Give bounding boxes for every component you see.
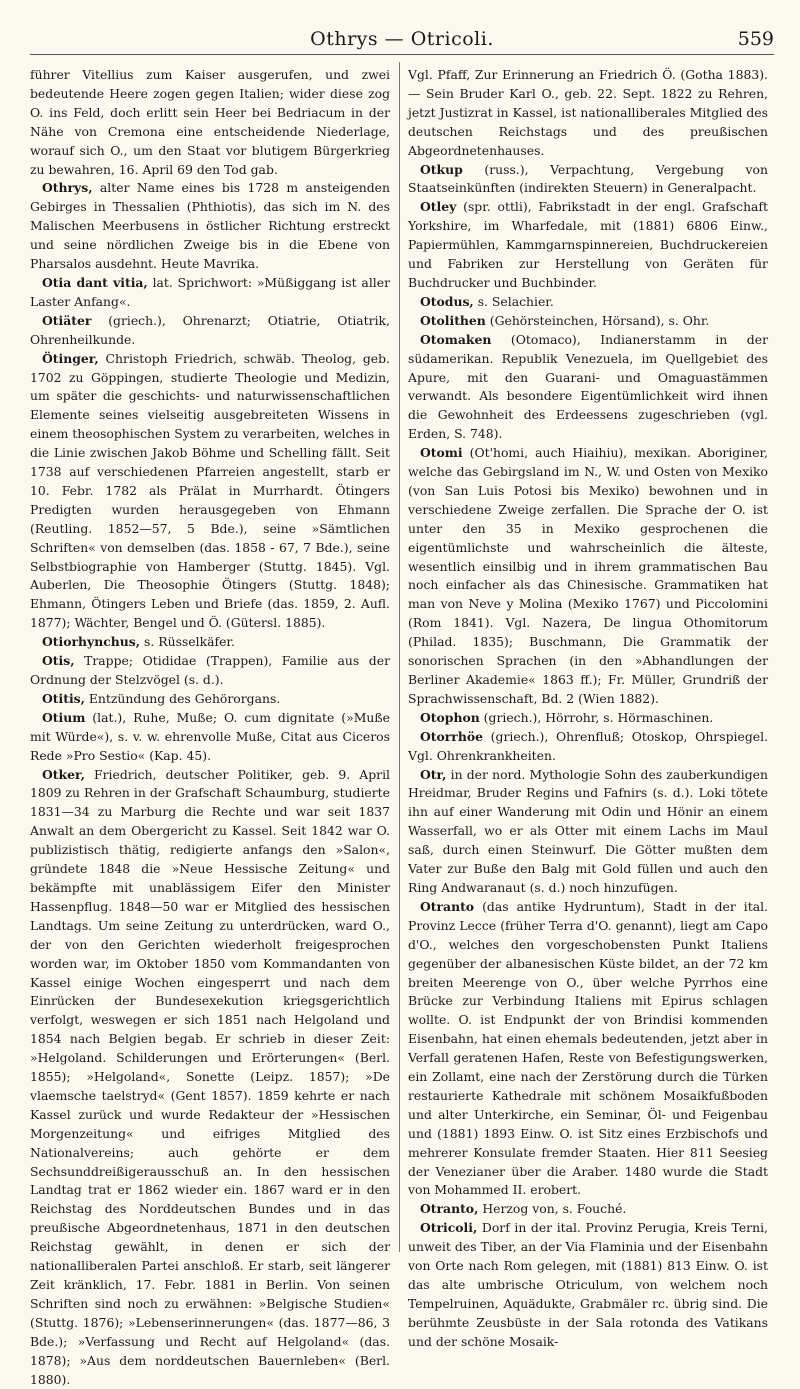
entry-text: s. Rüsselkäfer.	[140, 634, 235, 650]
entry	[30, 652, 390, 690]
entry	[408, 161, 768, 199]
entry	[30, 690, 390, 709]
entry-headword: Otranto,	[420, 1201, 479, 1217]
entry-headword: Otricoli,	[420, 1220, 478, 1236]
page-number: 559	[737, 28, 774, 50]
entry-headword: Otker,	[42, 766, 85, 782]
entry-text: führer Vitellius zum Kaiser ausgerufen, und zwei bedeutende Heere zogen gegen Italien; wider diese zog O. ins Feld, doch erlitt sein Heer bei Bedriacum in der Nähe von Cremona eine entscheidende Niederlage, worauf sich O., um den Staat vor blutigem Bürgerkrieg zu bewahren, 16. April 69 den Tod gab.	[30, 67, 390, 177]
right-column	[408, 66, 768, 1352]
entry-text: alter Name eines bis 1728 m ansteigenden Gebirges in Thessalien (Phthiotis), das sich im N. des Malischen Meerbusens in östlicher Richtung erstreckt und seine nördlichen Zweige bis in die Ebene von Pharsalos ausdehnt. Heute Mavrika.	[30, 180, 390, 272]
entry-text: Dorf in der ital. Provinz Perugia, Kreis Terni, unweit des Tiber, an der Via Flaminia und der Eisenbahn von Orte nach Rom gelegen, mit (1881) 813 Einw. O. ist das alte umbrische Otriculum, von welchem noch Tempelruinen, Aquädukte, Grabmäler rc. übrig sind. Die berühmte Zeusbüste in der Sala rotonda des Vatikans und der schöne Mosaik-	[408, 1220, 768, 1349]
entry-text: (griech.), Ohrenarzt; Otiatrie, Otiatrik, Ohrenheilkunde.	[30, 312, 390, 347]
entry-headword: Otolithen	[420, 312, 486, 328]
entry-text: Entzündung des Gehörorgans.	[84, 690, 281, 706]
entry-text: lat. Sprichwort: »Müßiggang ist aller Laster Anfang«.	[30, 274, 390, 309]
entry-headword: Otophon	[420, 709, 480, 725]
entry-headword: Otomaken	[420, 331, 492, 347]
entry-headword: Otr,	[420, 766, 447, 782]
entry	[30, 766, 390, 1389]
entry	[408, 312, 768, 331]
entry-text: Vgl. Pfaff, Zur Erinnerung an Friedrich Ö. (Gotha 1883). — Sein Bruder Karl O., geb. 22. Sept. 1822 zu Rehren, jetzt Justizrat in Kassel, ist nationalliberales Mitglied des deutschen Reichstags und des preußischen Abgeordnetenhauses.	[408, 67, 768, 158]
entry-text: (lat.), Ruhe, Muße; O. cum dignitate (»Muße mit Würde«), s. v. w. ehrenvolle Muße, Citat aus Ciceros Rede »Pro Sestio« (Kap. 45).	[30, 709, 390, 763]
entry-headword: Otitis,	[42, 690, 85, 706]
entry-headword: Otiorhynchus,	[42, 634, 141, 650]
entry-headword: Otorrhöe	[420, 728, 483, 744]
entry-text: (Otomaco), Indianerstamm in der südamerikan. Republik Venezuela, im Quellgebiet des Apure, mit den Guarani- und Omaguastämmen verwandt. Als besondere Eigentümlichkeit wird ihnen die Gewohnheit des Erdeessens zugeschrieben (vgl. Erden, S. 748).	[408, 331, 768, 442]
entry	[30, 350, 390, 634]
entry	[408, 709, 768, 728]
left-column	[30, 66, 390, 1389]
entry	[30, 179, 390, 274]
entry-text: Christoph Friedrich, schwäb. Theolog, geb. 1702 zu Göppingen, studierte Theologie und Medizin, um später die geschichts- und naturwissenschaftlichen Elemente seines vielseitig ausgebreiteten Wissens in einem theosophischen System zu verarbeiten, welches in die Linie zwischen Jakob Böhme und Schelling fällt. Seit 1738 auf verschiedenen Pfarreien angestellt, starb er 10. Febr. 1782 als Prälat in Murrhardt. Ötingers Predigten wurden herausgegeben von Ehmann (Reutling. 1852—57, 5 Bde.), seine »Sämtlichen Schriften« von demselben (das. 1858 - 67, 7 Bde.), seine Selbstbiographie von Hamberger (Stuttg. 1845). Vgl. Auberlen, Die Theosophie Ötingers (Stuttg. 1848); Ehmann, Ötingers Leben und Briefe (das. 1859, 2. Aufl. 1877); Wächter, Bengel und Ö. (Gütersl. 1885).	[30, 350, 390, 631]
entry-text: (Ot'homi, auch Hiaihiu), mexikan. Aboriginer, welche das Gebirgsland im N., W. und Osten von Mexiko (von San Luis Potosi bis Mexiko) bewohnen und in verschiedene Zweige zerfallen. Die Sprache der O. ist unter den 35 in Mexiko gesprochenen die eigentümlichste und wahrscheinlich die älteste, wesentlich einsilbig und in ihrem grammatischen Bau noch einfacher als das Chinesische. Grammatiken hat man von Neve y Molina (Mexiko 1767) und Piccolomini (Rom 1841). Vgl. Nazera, De lingua Othomitorum (Philad. 1835); Buschmann, Die Grammatik der sonorischen Sprachen (in den »Abhandlungen der Berliner Akademie« 1863 ff.); Fr. Müller, Grundriß der Sprachwissenschaft, Bd. 2 (Wien 1882).	[408, 445, 768, 706]
column-divider	[399, 62, 400, 1252]
entry	[408, 293, 768, 312]
entry-headword: Otomi	[420, 445, 463, 461]
entry-text: in der nord. Mythologie Sohn des zauberkundigen Hreidmar, Bruder Regins und Fafnirs (s. d.). Loki tötete ihn auf einer Wanderung mit Odin und Hönir an einem Wasserfall, wo er als Otter mit einem Lachs im Maul saß, durch einen Steinwurf. Die Götter mußten dem Vater zur Buße den Balg mit Gold füllen und auch den Ring Andwaranaut (s. d.) noch hinzufügen.	[408, 766, 768, 895]
entry	[408, 198, 768, 293]
entry	[30, 709, 390, 766]
entry-text: Trappe; Otididae (Trappen), Familie aus der Ordnung der Stelzvögel (s. d.).	[30, 653, 390, 687]
entry-headword: Otley	[420, 199, 457, 215]
entry	[30, 633, 390, 652]
entry-text: (spr. ottli), Fabrikstadt in der engl. Grafschaft Yorkshire, im Wharfedale, mit (1881) 6806 Einw., Papiermühlen, Kammgarnspinnereien, Buchdruckereien und Fabriken zur Herstellung von Geräten für Buchdrucker und Buchbinder.	[408, 199, 768, 290]
entry-headword: Otodus,	[420, 293, 474, 309]
entry	[408, 728, 768, 766]
running-title: Othrys — Otricoli.	[310, 28, 494, 50]
entry	[30, 274, 390, 312]
entry-text: Herzog von, s. Fouché.	[478, 1201, 627, 1217]
entry	[408, 898, 768, 1201]
entry	[30, 312, 390, 350]
entry-headword: Otis,	[42, 653, 75, 669]
entry-headword: Ötinger,	[42, 350, 99, 366]
entry	[408, 766, 768, 898]
entry-text: (griech.), Ohrenfluß; Otoskop, Ohrspiegel. Vgl. Ohrenkrankheiten.	[408, 728, 768, 763]
entry-headword: Otiäter	[42, 312, 92, 328]
entry-text: Friedrich, deutscher Politiker, geb. 9. April 1809 zu Rehren in der Grafschaft Schaumburg, studierte 1831—34 zu Marburg die Rechte und war seit 1837 Anwalt an dem Obergericht zu Kassel. Seit 1842 war O. publizistisch thätig, redigierte anfangs den »Salon«, gründete 1848 die »Neue Hessische Zeitung« und bekämpfte mit unablässigem Eifer den Minister Hassenpflug. 1848—50 war er Mitglied des hessischen Landtags. Um seine Zeitung zu unterdrücken, ward O., der von den Gerichten wiederholt freigesprochen worden war, im Oktober 1850 vom Kommandanten von Kassel einige Wochen eingesperrt und nach dem Einrücken der Bundesexekution kriegsgerichtlich verfolgt, weswegen er sich 1851 nach Helgoland und 1854 nach Belgien begab. Er schrieb in dieser Zeit: »Helgoland. Schilderungen und Erörterungen« (Berl. 1855); »Helgoland«, Sonette (Leipz. 1857); »De vlaemsche taelstryd« (Gent 1857). 1859 kehrte er nach Kassel zurück und wurde Redakteur der »Hessischen Morgenzeitung« und eifriges Mitglied des Nationalvereins; auch gehörte er dem Sechsunddreißigerausschuß an. In den hessischen Landtag trat er 1862 wieder ein. 1867 ward er in den Reichstag des Norddeutschen Bundes und in das preußische Abgeordnetenhaus, 1871 in den deutschen Reichstag gewählt, in denen er sich der nationalliberalen Partei anschloß. Er starb, seit längerer Zeit kränklich, 17. Febr. 1881 in Berlin. Von seinen Schriften sind noch zu erwähnen: »Belgische Studien« (Stuttg. 1876); »Lebenserinnerungen« (das. 1877—86, 3 Bde.); »Verfassung und Recht auf Helgoland« (das. 1878); »Aus dem norddeutschen Bauernleben« (Berl. 1880).	[30, 766, 390, 1387]
entry-text: (russ.), Verpachtung, Vergebung von Staatseinkünften (indirekten Steuern) in Generalpacht.	[408, 161, 768, 196]
entry	[408, 1219, 768, 1351]
entry-text: s. Selachier.	[473, 293, 554, 309]
page-header	[30, 28, 774, 55]
entry-headword: Otium	[42, 709, 86, 725]
entry-headword: Otranto	[420, 898, 475, 914]
entry-headword: Othrys,	[42, 180, 93, 196]
entry-headword: Otkup	[420, 161, 463, 177]
entry	[30, 66, 390, 179]
entry-text: (griech.), Hörrohr, s. Hörmaschinen.	[479, 709, 714, 725]
entry-text: (Gehörsteinchen, Hörsand), s. Ohr.	[485, 312, 710, 328]
entry	[408, 444, 768, 709]
entry-text: (das antike Hydruntum), Stadt in der ital. Provinz Lecce (früher Terra d'O. genannt), liegt am Capo d'O., welches den vorgeschobensten Punkt Italiens gegenüber der albanesischen Küste bildet, an der 72 km breiten Meerenge von O., über welche Pyrrhos eine Brücke zur Verbindung Italiens mit Epirus schlagen wollte. O. ist Endpunkt der von Brindisi kommenden Eisenbahn, hat einen ehemals bedeutenden, jetzt aber in Verfall geratenen Hafen, Reste von Befestigungswerken, ein Zollamt, eine nach der Zerstörung durch die Türken restaurierte Kathedrale mit schönem Mosaikfußboden und alter Unterkirche, ein Seminar, Öl- und Feigenbau und (1881) 1893 Einw. O. ist Sitz eines Erzbischofs und mehrerer Konsulate fremder Staaten. Hier 811 Seesieg der Venezianer über die Araber. 1480 wurde die Stadt von Mohammed II. erobert.	[408, 898, 768, 1198]
entry	[408, 1200, 768, 1219]
entry-headword: Otia dant vitia,	[42, 274, 148, 290]
entry	[408, 66, 768, 161]
entry	[408, 331, 768, 444]
